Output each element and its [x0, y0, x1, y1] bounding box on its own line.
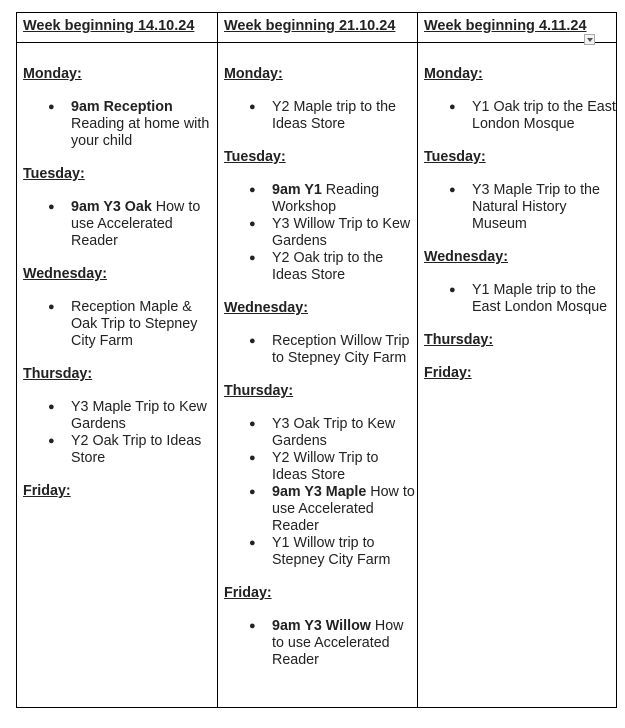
week-column	[417, 13, 616, 707]
week-column	[17, 13, 217, 707]
event-item	[71, 199, 217, 250]
week-body	[17, 43, 217, 500]
event-item	[272, 416, 417, 450]
event-list	[23, 299, 217, 350]
event-list	[224, 182, 417, 284]
event-item	[71, 399, 217, 433]
event-list	[23, 199, 217, 250]
event-item	[71, 433, 217, 467]
event-text: Y3 Maple Trip to the Natural History Museum	[472, 182, 600, 232]
event-text: Y2 Oak Trip to Ideas Store	[71, 433, 202, 466]
event-text: Y3 Oak Trip to Kew Gardens	[272, 416, 396, 449]
event-list	[424, 99, 616, 133]
event-item	[71, 99, 217, 150]
event-list	[224, 416, 417, 569]
day-label: Wednesday:	[23, 266, 107, 282]
event-item	[472, 99, 616, 133]
event-text: Reading Workshop	[272, 182, 380, 215]
event-bold: 9am Reception	[71, 99, 173, 115]
event-list	[224, 618, 417, 669]
event-item	[272, 535, 417, 569]
day-label: Tuesday:	[424, 149, 486, 165]
day-label: Thursday:	[224, 383, 294, 399]
day-label: Wednesday:	[424, 249, 508, 265]
week-body	[418, 43, 616, 382]
week-header: Week beginning 14.10.24	[17, 13, 217, 43]
event-text: Y1 Oak trip to the East London Mosque	[472, 99, 616, 132]
event-item	[472, 282, 616, 316]
event-text: How to use Accelerated Reader	[272, 618, 404, 668]
event-text: Y1 Maple trip to the East London Mosque	[472, 282, 608, 315]
event-item	[472, 182, 616, 233]
event-item	[272, 618, 417, 669]
chevron-down-icon[interactable]	[584, 34, 595, 45]
event-list	[224, 333, 417, 367]
event-text: How to use Accelerated Reader	[71, 199, 201, 249]
event-item	[272, 216, 417, 250]
event-text: Y2 Oak trip to the Ideas Store	[272, 250, 384, 283]
event-text: How to use Accelerated Reader	[272, 484, 415, 534]
event-item	[272, 99, 417, 133]
day-label: Monday:	[224, 66, 283, 82]
event-item	[272, 450, 417, 484]
event-text: Y2 Maple trip to the Ideas Store	[272, 99, 396, 132]
event-item	[272, 484, 417, 535]
week-body	[218, 43, 417, 669]
week-column	[217, 13, 417, 707]
day-label: Friday:	[224, 585, 272, 601]
day-label: Thursday:	[424, 332, 494, 348]
day-label: Wednesday:	[224, 300, 308, 316]
day-label: Friday:	[23, 483, 71, 499]
event-item	[272, 250, 417, 284]
event-list	[224, 99, 417, 133]
week-header: Week beginning 4.11.24	[418, 13, 616, 43]
event-list	[424, 182, 616, 233]
day-label: Friday:	[424, 365, 472, 381]
event-text: Y3 Willow Trip to Kew Gardens	[272, 216, 411, 249]
event-list	[424, 282, 616, 316]
day-label: Thursday:	[23, 366, 93, 382]
event-list	[23, 399, 217, 467]
day-label: Monday:	[23, 66, 82, 82]
week-header: Week beginning 21.10.24	[218, 13, 417, 43]
event-item	[71, 299, 217, 350]
event-text: Reading at home with your child	[71, 116, 210, 149]
day-label: Tuesday:	[224, 149, 286, 165]
event-item	[272, 333, 417, 367]
event-text: Y3 Maple Trip to Kew Gardens	[71, 399, 207, 432]
event-list	[23, 99, 217, 150]
event-bold: 9am Y3 Willow	[272, 618, 371, 634]
day-label: Monday:	[424, 66, 483, 82]
day-label: Tuesday:	[23, 166, 85, 182]
event-text: Y2 Willow Trip to Ideas Store	[272, 450, 379, 483]
event-bold: 9am Y3 Maple	[272, 484, 367, 500]
calendar-table	[16, 12, 617, 708]
event-item	[272, 182, 417, 216]
event-text: Reception Maple & Oak Trip to Stepney City Farm	[71, 299, 198, 349]
event-text: Reception Willow Trip to Stepney City Farm	[272, 333, 410, 366]
event-bold: 9am Y3 Oak	[71, 199, 152, 215]
event-text: Y1 Willow trip to Stepney City Farm	[272, 535, 391, 568]
event-bold: 9am Y1	[272, 182, 322, 198]
